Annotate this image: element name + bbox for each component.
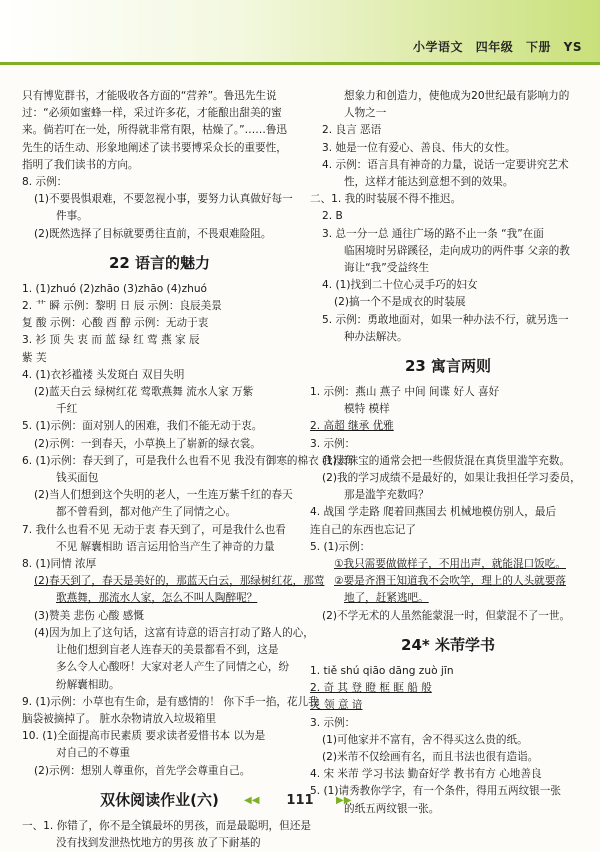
answer-line: 临困境时另辟蹊径，走向成功的两件事 父亲的教 xyxy=(344,244,570,257)
volume-label: 下册 xyxy=(525,40,551,54)
answer-line: 3. 示例： xyxy=(310,437,356,450)
answer-line: 没有找到发泄热忱地方的男孩 放了下耐基的 xyxy=(56,836,261,849)
answer-line: 的纸五两纹银一张。 xyxy=(344,802,440,815)
section-title: 22 语言的魅力 xyxy=(108,253,211,272)
answer-line: (2)当人们想到这个失明的老人，一生连万紫千红的春天 xyxy=(34,489,293,502)
answer-line: 来。倘若叮在一处，所得就非常有限，枯燥了。”……鲁迅 xyxy=(22,124,288,137)
answer-line: (1)卖珠宝的通常会把一些假货混在真货里滥竽充数。 xyxy=(322,454,571,467)
answer-line: 脑袋被摘掉了。 脏水杂物请放入垃圾箱里 xyxy=(22,712,217,725)
answer-line: (2)搞一个不是成衣的时装展 xyxy=(334,296,466,309)
answer-line: 人物之一 xyxy=(344,107,387,120)
answer-line: 指明了我们读书的方向。 xyxy=(22,158,139,171)
subject-label: 小学语文 xyxy=(413,40,464,54)
answer-line: (4)因为加上了这句话，这富有诗意的语言打动了路人的心， xyxy=(34,626,314,639)
answer-line: (2)示例：想别人尊重你，首先学会尊重自己。 xyxy=(34,764,251,777)
answer-line: 钱买面包 xyxy=(56,472,99,485)
answer-line: 都不曾看到，都对他产生了同情之心。 xyxy=(56,506,237,519)
answer-line: 3. 总一分一总 通往广场的路不止一条 “我”在面 xyxy=(322,227,544,240)
answer-line: 地了，赶紧逃吧。 xyxy=(344,592,429,605)
answer-line: (2)示例：一到春天，小草换上了崭新的绿衣裳。 xyxy=(34,437,261,450)
answer-line: 二、1. 我的时装展不得不推迟。 xyxy=(310,193,462,206)
answer-line: 2. 艹 瞬 示例：黎明 日 辰 示例：良辰美景 xyxy=(22,300,222,313)
edition-label: YS xyxy=(563,40,582,54)
answer-line: (2)不学无术的人虽然能蒙混一时，但蒙混不了一世。 xyxy=(322,609,571,622)
answer-line: (2)既然选择了目标就要勇往直前，不畏艰难险阻。 xyxy=(34,227,272,240)
answer-line: 5. (1)请秀教你学字，有一个条件，得用五两纹银一张 xyxy=(310,785,561,798)
answer-line: 9. (1)示例：小草也有生命，是有感情的！ 你下手一掐，花儿我 xyxy=(22,695,319,708)
answer-line: 连自己的东西也忘记了 xyxy=(310,523,416,536)
answer-line: 4. 宋 米芾 学习书法 勤奋好学 教书有方 心地善良 xyxy=(310,768,542,781)
answer-line: 多么令人心酸呀！大家对老人产生了同情之心，纷 xyxy=(56,661,290,674)
section-title: 双休阅读作业(六) xyxy=(100,790,219,809)
answer-line: 一、1. 你错了，你不是全镇最坏的男孩，而是最聪明，但还是 xyxy=(22,819,311,832)
answer-line: 1. (1)zhuó (2)zhāo (3)zhāo (4)zhuó xyxy=(22,282,208,295)
answer-line: (3)赞美 悲伤 心酸 感慨 xyxy=(34,609,144,622)
section-title: 23 寓言两则 xyxy=(404,357,492,376)
answer-line: ②要是齐湣王知道我不会吹竽，理上的人头就要落 xyxy=(334,575,566,588)
answer-line: (2)春天到了，春天是美好的，那蓝天白云，那绿树红花，那莺 xyxy=(34,575,325,588)
answer-line: 7. 我什么也看不见 无动于衷 春天到了，可是我什么也看 xyxy=(22,523,286,536)
answer-line: 4. 战国 学走路 爬着回燕国去 机械地模仿别人，最后 xyxy=(310,506,557,519)
answer-line: (1)不要畏惧艰难，不要忽视小事，要努力认真做好每一 xyxy=(34,193,293,206)
answer-line: 5. 示例：勇敢地面对，如果一种办法不行，就另选一 xyxy=(322,313,569,326)
answer-line: (2)蓝天白云 绿树红花 莺歌燕舞 流水人家 万紫 xyxy=(34,386,254,399)
section-title: 24* 米芾学书 xyxy=(401,635,495,654)
answer-line: 想象力和创造力，使他成为20世纪最有影响力的 xyxy=(344,90,570,102)
answer-line: 歌燕舞，那流水人家，怎么不叫人陶醉呢？ xyxy=(56,592,258,605)
answer-line: 8. 示例： xyxy=(22,176,68,189)
answer-line: 诲让“我”受益终生 xyxy=(344,262,430,275)
answer-line: 复 酸 示例：心酸 酉 醇 示例：无动于衷 xyxy=(22,317,209,330)
answer-line: 2. 奇 其 登 瞪 框 眶 船 般 xyxy=(310,682,432,695)
answer-line: 纷解囊相助。 xyxy=(56,678,120,691)
answer-line: 5. (1)示例：面对别人的困难，我们不能无动于衷。 xyxy=(22,420,263,433)
answer-line: 不见 解囊相助 语言运用恰当产生了神奇的力量 xyxy=(56,540,275,553)
answer-line: 让他们想到盲老人连春天的美景都看不到，这是 xyxy=(56,644,279,657)
answer-line: 千红 xyxy=(56,403,78,416)
answer-line: 那是滥竽充数吗？ xyxy=(344,489,429,502)
answer-line: 紫 芙 xyxy=(22,351,47,364)
answer-line: 只有博览群书，才能吸收各方面的“营养”。鲁迅先生说 xyxy=(22,90,277,102)
answer-line: 4. (1)衣衫褴褛 头发斑白 双目失明 xyxy=(22,368,185,381)
answer-line: 3. 示例： xyxy=(310,716,356,729)
answer-line: 6. (1)示例：春天到了，可是我什么也看不见 我没有御寒的棉衣 我没有 xyxy=(22,454,354,467)
answer-line: 5. (1)示例： xyxy=(310,540,371,553)
answer-line: 灵 领 意 谙 xyxy=(310,699,363,712)
answer-line: 1. tiě shú qiāo dāng zuò jīn xyxy=(310,664,454,677)
answer-line: 2. 高超 继承 优雅 xyxy=(310,420,394,433)
header-divider xyxy=(0,62,600,65)
answer-line: 模特 模样 xyxy=(344,403,390,416)
answer-line: 2. B xyxy=(322,210,343,223)
grade-label: 四年级 xyxy=(475,40,514,54)
answer-line: 件事。 xyxy=(56,210,88,223)
answer-line: (2)我的学习成绩不是最好的，如果让我担任学习委员， xyxy=(322,472,581,485)
answer-line: 3. 她是一位有爱心、善良、伟大的女性。 xyxy=(322,141,516,154)
answer-line: ①我只需要做做样子，不用出声，就能混口饭吃。 xyxy=(334,558,566,571)
answer-line: 性，这样才能达到意想不到的效果。 xyxy=(344,176,514,189)
answer-line: 8. (1)同情 浓厚 xyxy=(22,558,97,571)
answer-line: 4. (1)找到二十位心灵手巧的妇女 xyxy=(322,279,478,292)
answer-line: (1)可他家并不富有，舍不得买这么贵的纸。 xyxy=(322,733,528,746)
answer-line: 4. 示例：语言具有神奇的力量，说话一定要讲究艺术 xyxy=(322,158,569,171)
answer-line: 3. 衫 顶 失 衷 而 蓝 绿 红 莺 燕 家 辰 xyxy=(22,334,200,347)
right-column xyxy=(310,88,586,818)
answer-line: 先生的话生动、形象地阐述了读书要博采众长的重要性， xyxy=(22,141,287,154)
prev-arrows-icon: ◀◀ xyxy=(244,795,260,806)
header-label xyxy=(405,38,582,55)
answer-line: 10. (1)全面提高市民素质 要求读者爱惜书本 以为是 xyxy=(22,730,266,743)
answer-line: 2. 良言 恶语 xyxy=(322,124,382,137)
page-number: 111 xyxy=(286,793,314,808)
answer-line: 种办法解决。 xyxy=(344,330,408,343)
page-footer xyxy=(0,789,600,817)
answer-line: 过：“必须如蜜蜂一样，采过许多花，才能酿出甜美的蜜 xyxy=(22,107,282,120)
answer-line: 对自己的不尊重 xyxy=(56,747,131,760)
next-arrows-icon: ▶▶ xyxy=(336,795,352,806)
answer-line: (2)米芾不仅绘画有名，而且书法也很有造诣。 xyxy=(322,750,539,763)
answer-line: 1. 示例：燕山 燕子 中间 间谍 好人 喜好 xyxy=(310,386,500,399)
